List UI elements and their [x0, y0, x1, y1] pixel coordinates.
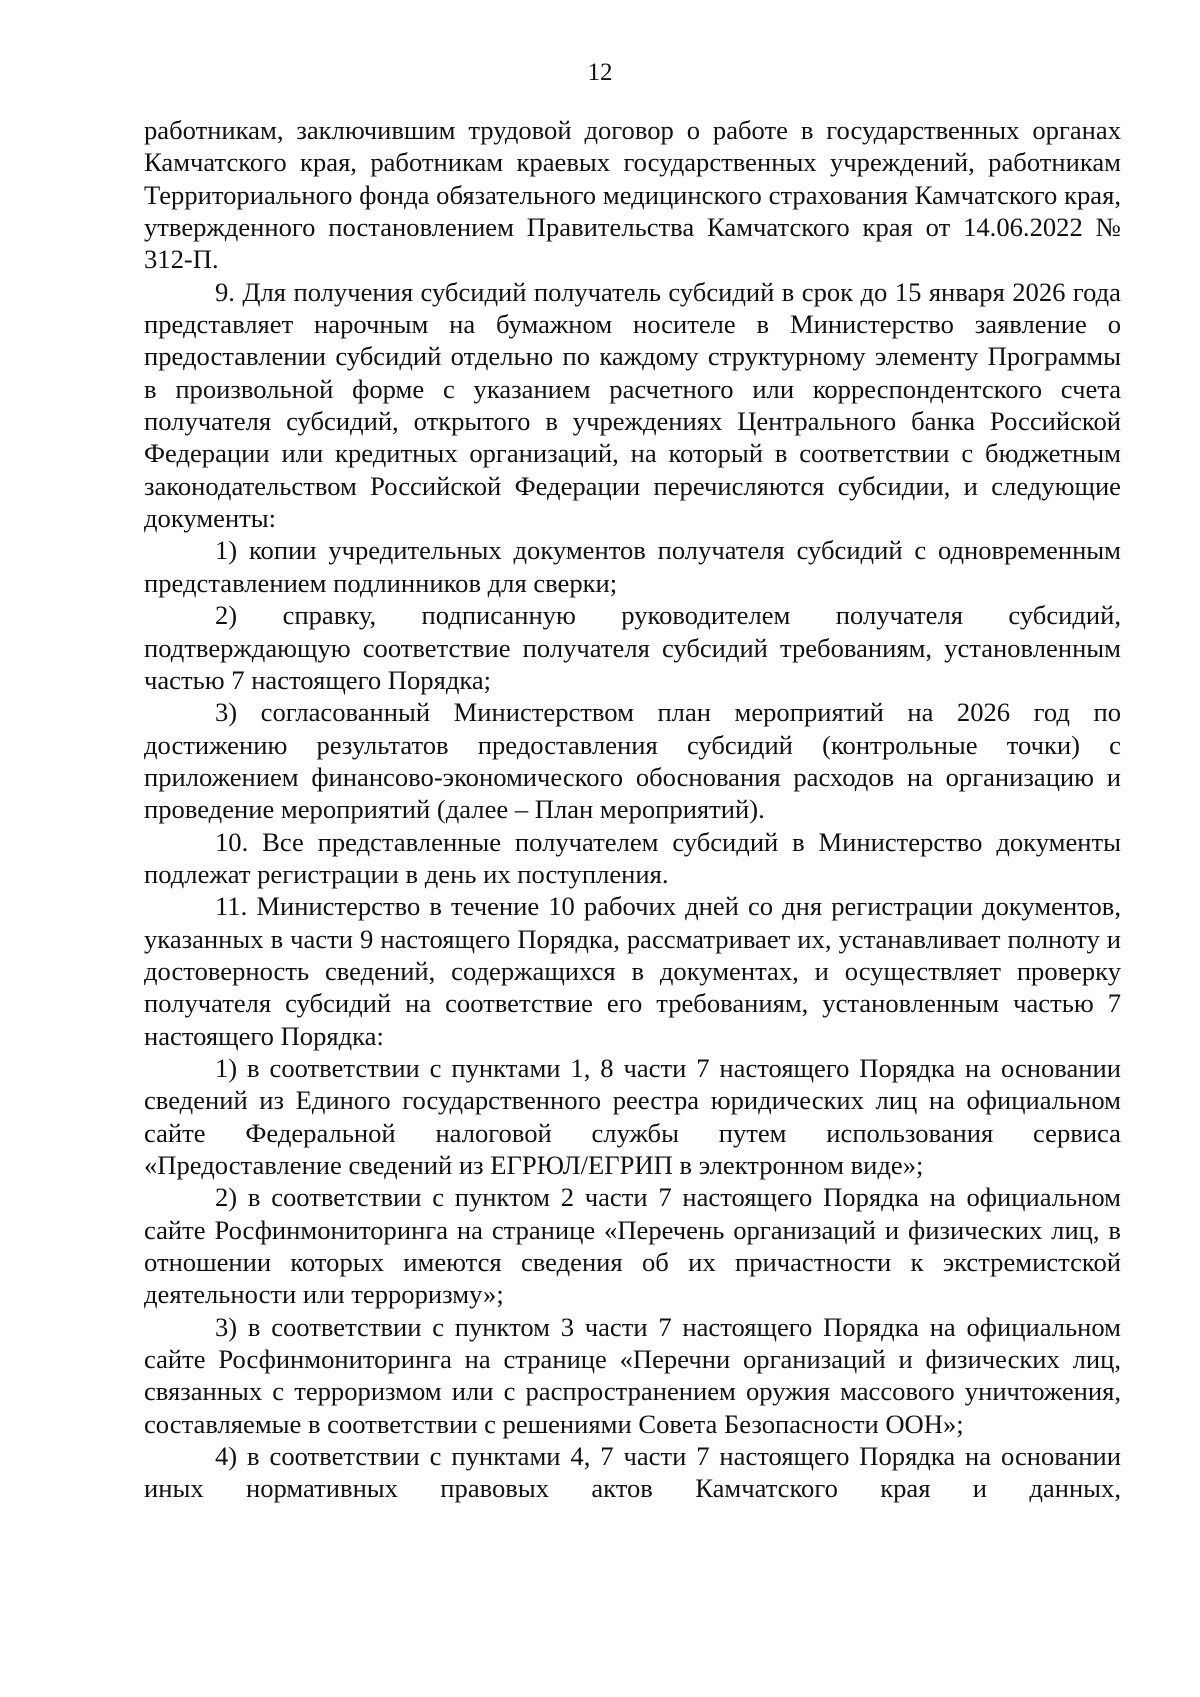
paragraph-item-9-3: 3) согласованный Министерством план мероприятий на 2026 год по достижению результатов предоставления субсидий (контрольные точки) с приложением финансово-экономического обоснования расходов на организацию и проведение мероприятий (далее – План мероприятий). [144, 697, 1121, 825]
paragraph-item-9-2: 2) справку, подписанную руководителем получателя субсидий, подтверждающую соответствие получателя субсидий требованиям, установленным частью 7 настоящего Порядка; [144, 600, 1121, 695]
page-number: 12 [587, 59, 613, 86]
paragraph-item-11-3: 3) в соответствии с пунктом 3 части 7 настоящего Порядка на официальном сайте Росфинмониторинга на странице «Перечни организаций и физических лиц, связанных с терроризмом или с распространением оружия массового уничтожения, составляемые в соответствии с решениями Совета Безопасности ООН»; [144, 1311, 1121, 1439]
paragraph-item-9: 9. Для получения субсидий получатель субсидий в срок до 15 января 2026 года представляет нарочным на бумажном носителе в Министерство заявление о предоставлении субсидий отдельно по каждому структурному элементу Программы в произвольной форме с указанием расчетного или корреспондентского счета получателя субсидий, открытого в учреждениях Центрального банка Российской Федерации или кредитных организаций, на который в соответствии с бюджетным законодательством Российской Федерации перечисляются субсидии, и следующие документы: [144, 276, 1121, 534]
paragraph-item-9-1: 1) копии учредительных документов получателя субсидий с одновременным представлением подлинников для сверки; [144, 535, 1121, 598]
paragraph-item-11-4: 4) в соответствии с пунктами 4, 7 части 7 настоящего Порядка на основании иных нормативных правовых актов Камчатского края и данных, [144, 1441, 1121, 1504]
paragraph-item-11: 11. Министерство в течение 10 рабочих дней со дня регистрации документов, указанных в части 9 настоящего Порядка, рассматривает их, устанавливает полноту и достоверность сведений, содержащихся в документах, и осуществляет проверку получателя субсидий на соответствие его требованиям, установленным частью 7 настоящего Порядка: [144, 891, 1121, 1051]
paragraph-item-10: 10. Все представленные получателем субсидий в Министерство документы подлежат регистрации в день их поступления. [144, 826, 1121, 889]
document-body [144, 114, 1121, 1505]
paragraph-item-11-2: 2) в соответствии с пунктом 2 части 7 настоящего Порядка на официальном сайте Росфинмониторинга на странице «Перечень организаций и физических лиц, в отношении которых имеются сведения об их причастности к экстремистской деятельности или терроризму»; [144, 1182, 1121, 1310]
paragraph-item-11-1: 1) в соответствии с пунктами 1, 8 части 7 настоящего Порядка на основании сведений из Единого государственного реестра юридических лиц на официальном сайте Федеральной налоговой службы путем использования сервиса «Предоставление сведений из ЕГРЮЛ/ЕГРИП в электронном виде»; [144, 1052, 1121, 1180]
paragraph-continuation: работникам, заключившим трудовой договор о работе в государственных органах Камчатского края, работникам краевых государственных учреждений, работникам Территориального фонда обязательного медицинского страхования Камчатского края, утвержденного постановлением Правительства Камчатского края от 14.06.2022 № 312-П. [144, 115, 1121, 275]
